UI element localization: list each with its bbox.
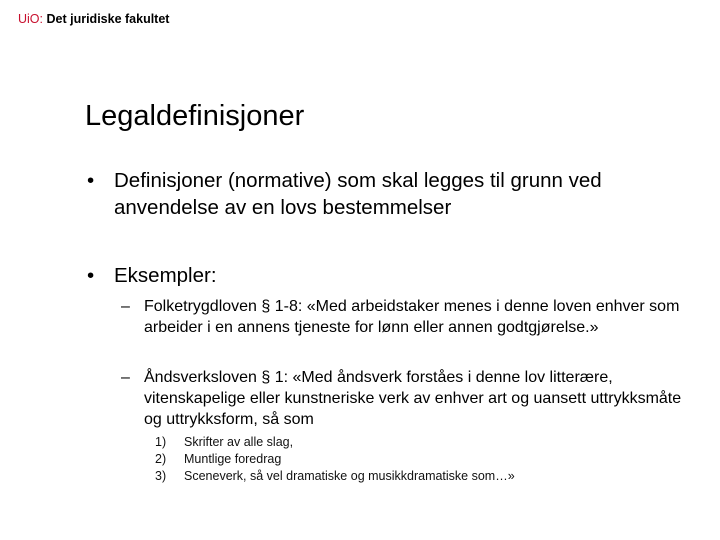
sub-bullet-marker: – [121,369,130,386]
header [18,10,169,28]
sub-bullet-andsverksloven [121,367,691,430]
bullet-text: Definisjoner (normative) som skal legges til grunn ved anvendelse av en lovs bestemmelser [114,169,602,219]
sub-bullet-text: Folketrygdloven § 1-8: «Med arbeidstaker menes i denne loven enhver som arbeider i en annens tjeneste for lønn eller annen godtgjørelse.» [144,298,680,336]
sub-bullet-marker: – [121,298,130,315]
sub-bullet-text: Åndsverksloven § 1: «Med åndsverk forståes i denne lov litterære, vitenskapelige eller kunstneriske verk av enhver art og uansett uttrykksmåte og uttrykksform, så som [144,369,682,428]
logo-separator: : [39,12,44,26]
bullet-text: Eksempler: [114,264,217,287]
slide-title: Legaldefinisjoner [85,100,305,132]
sub-bullet-folketrygdloven [121,296,691,338]
faculty-name: Det juridiske fakultet [46,12,170,26]
bullet-examples [87,262,687,289]
list-item [155,451,695,468]
uio-logo: UiO [18,12,40,26]
list-number: 1) [155,435,167,449]
bullet-marker: • [87,169,95,192]
list-number: 3) [155,469,167,483]
list-item [155,434,695,451]
bullet-definition [87,167,687,221]
list-item [155,468,695,485]
bullet-marker: • [87,264,95,287]
list-item-text: Skrifter av alle slag, [184,435,294,449]
numbered-list [155,434,695,485]
list-item-text: Sceneverk, så vel dramatiske og musikkdramatiske som…» [184,469,515,483]
list-item-text: Muntlige foredrag [184,452,282,466]
list-number: 2) [155,452,167,466]
